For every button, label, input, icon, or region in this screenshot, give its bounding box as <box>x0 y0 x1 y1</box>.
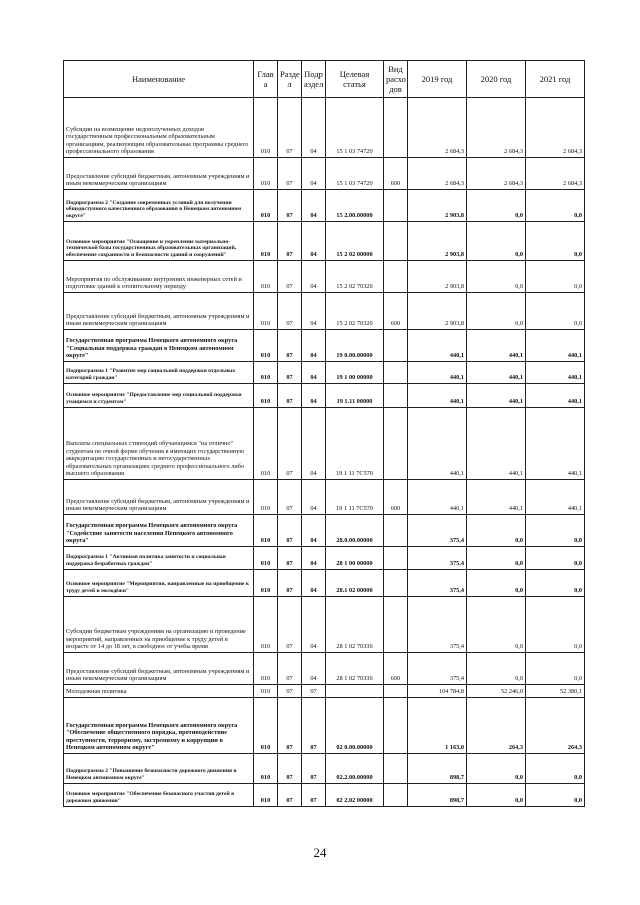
row-podrazdel: 04 <box>302 330 326 362</box>
row-2021: 0,0 <box>526 261 585 293</box>
row-2020: 0,0 <box>467 293 526 330</box>
row-target: 19 1 00 00000 <box>326 362 384 384</box>
row-name: Подпрограмма 2 "Повышение безопасности дорожного движения в Ненецком автономном округе" <box>64 754 254 784</box>
row-target: 02.2.00.00000 <box>326 754 384 784</box>
row-2019: 375,4 <box>408 597 467 653</box>
row-2021: 440,1 <box>526 408 585 480</box>
row-glava: 010 <box>254 685 278 698</box>
row-2021: 0,0 <box>526 570 585 597</box>
row-vid <box>384 515 408 547</box>
row-glava: 010 <box>254 653 278 685</box>
table-row <box>64 190 585 222</box>
row-vid: 600 <box>384 653 408 685</box>
table-row <box>64 362 585 384</box>
row-podrazdel: 04 <box>302 362 326 384</box>
table-body <box>64 98 585 807</box>
row-razdel: 07 <box>278 330 302 362</box>
row-2021: 0,0 <box>526 190 585 222</box>
row-2019: 440,1 <box>408 384 467 408</box>
row-glava: 010 <box>254 98 278 158</box>
table-row <box>64 547 585 570</box>
row-glava: 010 <box>254 384 278 408</box>
row-2020: 264,3 <box>467 698 526 754</box>
row-podrazdel: 04 <box>302 190 326 222</box>
row-2020: 0,0 <box>467 547 526 570</box>
row-podrazdel: 04 <box>302 222 326 261</box>
row-glava: 010 <box>254 754 278 784</box>
row-razdel: 07 <box>278 547 302 570</box>
row-razdel: 07 <box>278 158 302 190</box>
row-podrazdel: 04 <box>302 98 326 158</box>
row-2020: 2 684,3 <box>467 158 526 190</box>
row-razdel: 07 <box>278 293 302 330</box>
row-razdel: 07 <box>278 698 302 754</box>
row-glava: 010 <box>254 597 278 653</box>
row-vid <box>384 384 408 408</box>
row-2020: 0,0 <box>467 190 526 222</box>
row-razdel: 07 <box>278 190 302 222</box>
row-name: Государственная программа Ненецкого автономного округа "Социальная поддержка граждан в Ненецком автономном округе" <box>64 330 254 362</box>
table-row <box>64 653 585 685</box>
row-2021: 0,0 <box>526 222 585 261</box>
row-podrazdel: 04 <box>302 570 326 597</box>
row-2020: 440,1 <box>467 330 526 362</box>
header-year-2020: 2020 год <box>467 61 526 98</box>
table-row <box>64 384 585 408</box>
row-razdel: 07 <box>278 98 302 158</box>
row-podrazdel: 04 <box>302 261 326 293</box>
row-2020: 2 684,3 <box>467 98 526 158</box>
row-name: Предоставление субсидий бюджетным, автономным учреждениям и иным некоммерческим организациям <box>64 480 254 515</box>
row-name: Субсидии бюджетным учреждениям на организацию и проведение мероприятий, направленных на приобщение к труду детей в возрасте от 14 до 18 лет, в свободное от учебы время <box>64 597 254 653</box>
row-2021: 0,0 <box>526 515 585 547</box>
row-podrazdel: 04 <box>302 480 326 515</box>
table-row <box>64 754 585 784</box>
header-glava: Глав а <box>254 61 278 98</box>
row-2019: 1 163,0 <box>408 698 467 754</box>
row-2019: 2 903,8 <box>408 222 467 261</box>
header-expense-type: Вид расхо дов <box>384 61 408 98</box>
row-glava: 010 <box>254 547 278 570</box>
row-name: Выплаты специальных стипендий обучающимся "на отлично" студентам по очной форме обучения в имеющих государственную аккредитацию государственных и негосударственных образовательных организациях среднего профессионального либо высшего образования <box>64 408 254 480</box>
row-razdel: 07 <box>278 653 302 685</box>
table-header-row <box>64 61 585 98</box>
row-2020: 0,0 <box>467 261 526 293</box>
row-vid <box>384 547 408 570</box>
row-2019: 440,1 <box>408 362 467 384</box>
budget-table <box>63 60 585 807</box>
row-2021: 52 380,1 <box>526 685 585 698</box>
row-target: 02 0.00.00000 <box>326 698 384 754</box>
row-razdel: 07 <box>278 570 302 597</box>
row-2020: 0,0 <box>467 754 526 784</box>
row-target: 15 2 02 70320 <box>326 293 384 330</box>
row-target: 19 1 11 7С570 <box>326 480 384 515</box>
row-vid <box>384 597 408 653</box>
header-target-article: Целевая статья <box>326 61 384 98</box>
row-2019: 375,4 <box>408 653 467 685</box>
row-vid <box>384 261 408 293</box>
row-name: Субсидии на возмещение недополученных доходов государственным профессиональным образовательным организациям, реализующим образовательные программы среднего профессионального образования <box>64 98 254 158</box>
row-2021: 0,0 <box>526 653 585 685</box>
row-glava: 010 <box>254 784 278 807</box>
row-glava: 010 <box>254 570 278 597</box>
page-number: 24 <box>313 845 327 860</box>
row-razdel: 07 <box>278 754 302 784</box>
row-podrazdel: 07 <box>302 685 326 698</box>
row-2019: 104 784,8 <box>408 685 467 698</box>
row-glava: 010 <box>254 698 278 754</box>
row-name: Государственная программа Ненецкого автономного округа "Содействие занятости населения Ненецкого автономного округа" <box>64 515 254 547</box>
row-name: Основное мероприятие "Оснащение и укрепление материально-технической базы государственных образовательных организаций, обеспечение сохранности и безопасности зданий и сооружений" <box>64 222 254 261</box>
row-2019: 375,4 <box>408 570 467 597</box>
row-vid <box>384 98 408 158</box>
row-target: 15 1 03 74720 <box>326 158 384 190</box>
row-podrazdel: 04 <box>302 384 326 408</box>
row-name: Основное мероприятие "Обеспечение безопасного участия детей в дорожном движении" <box>64 784 254 807</box>
row-2020: 440,1 <box>467 362 526 384</box>
row-target: 15 2.00.00000 <box>326 190 384 222</box>
row-vid: 600 <box>384 158 408 190</box>
row-name: Основное мероприятие "Мероприятия, направленные на приобщение к труду детей и молодёжи" <box>64 570 254 597</box>
table-row <box>64 222 585 261</box>
row-glava: 010 <box>254 293 278 330</box>
row-target: 19 1.11 00000 <box>326 384 384 408</box>
table-row <box>64 480 585 515</box>
row-2021: 0,0 <box>526 597 585 653</box>
row-razdel: 07 <box>278 408 302 480</box>
row-podrazdel: 07 <box>302 754 326 784</box>
row-2019: 440,1 <box>408 480 467 515</box>
row-2020: 0,0 <box>467 597 526 653</box>
row-target: 19 0.00.00000 <box>326 330 384 362</box>
row-2021: 440,1 <box>526 330 585 362</box>
row-name: Предоставление субсидий бюджетным, автономным учреждениям и иным некоммерческим организациям <box>64 653 254 685</box>
row-vid <box>384 570 408 597</box>
row-razdel: 07 <box>278 685 302 698</box>
row-2019: 898,7 <box>408 784 467 807</box>
row-podrazdel: 04 <box>302 547 326 570</box>
row-glava: 010 <box>254 261 278 293</box>
row-2021: 2 684,3 <box>526 158 585 190</box>
row-target: 15 2 02 70320 <box>326 261 384 293</box>
row-target <box>326 685 384 698</box>
row-glava: 010 <box>254 190 278 222</box>
row-2019: 898,7 <box>408 754 467 784</box>
header-year-2021: 2021 год <box>526 61 585 98</box>
row-2019: 440,1 <box>408 408 467 480</box>
row-podrazdel: 07 <box>302 784 326 807</box>
row-vid <box>384 754 408 784</box>
row-vid <box>384 190 408 222</box>
table-row <box>64 515 585 547</box>
table-row <box>64 408 585 480</box>
row-name: Предоставление субсидий бюджетным, автономным учреждениям и иным некоммерческим организациям <box>64 293 254 330</box>
row-target: 15 2 02 00000 <box>326 222 384 261</box>
row-razdel: 07 <box>278 362 302 384</box>
row-vid <box>384 330 408 362</box>
row-2019: 2 903,8 <box>408 293 467 330</box>
row-podrazdel: 07 <box>302 698 326 754</box>
row-glava: 010 <box>254 158 278 190</box>
row-2021: 0,0 <box>526 784 585 807</box>
row-name: Молодежная политика <box>64 685 254 698</box>
row-vid <box>384 685 408 698</box>
row-podrazdel: 04 <box>302 158 326 190</box>
row-2021: 264,3 <box>526 698 585 754</box>
header-razdel: Разде л <box>278 61 302 98</box>
row-name: Основное мероприятие "Предоставление мер социальной поддержки учащимся и студентам" <box>64 384 254 408</box>
row-target: 28 1 02 70330 <box>326 597 384 653</box>
row-razdel: 07 <box>278 515 302 547</box>
row-glava: 010 <box>254 222 278 261</box>
row-target: 19 1 11 7С570 <box>326 408 384 480</box>
table-row <box>64 698 585 754</box>
table-row <box>64 784 585 807</box>
header-name: Наименование <box>64 61 254 98</box>
row-name: Предоставление субсидий бюджетным, автономным учреждениям и иным некоммерческим организациям <box>64 158 254 190</box>
row-2021: 0,0 <box>526 547 585 570</box>
row-podrazdel: 04 <box>302 515 326 547</box>
table-row <box>64 293 585 330</box>
budget-table-container <box>63 60 585 807</box>
row-vid <box>384 784 408 807</box>
row-2020: 0,0 <box>467 515 526 547</box>
row-2019: 2 903,8 <box>408 261 467 293</box>
row-glava: 010 <box>254 408 278 480</box>
row-razdel: 07 <box>278 222 302 261</box>
row-2021: 0,0 <box>526 293 585 330</box>
table-row <box>64 597 585 653</box>
row-vid: 600 <box>384 480 408 515</box>
row-vid: 600 <box>384 293 408 330</box>
row-name: Государственная программа Ненецкого автономного округа "Обеспечение общественного порядка, противодействие преступности, терроризму, экстремизму и коррупции в Ненецком автономном округе" <box>64 698 254 754</box>
row-vid <box>384 222 408 261</box>
table-row <box>64 570 585 597</box>
row-name: Подпрограмма 2 "Создание современных условий для получения общедоступного качественного образования в Ненецком автономном округе" <box>64 190 254 222</box>
row-target: 28 1 02 70330 <box>326 653 384 685</box>
row-target: 02 2.02 00000 <box>326 784 384 807</box>
row-2021: 2 684,3 <box>526 98 585 158</box>
table-row <box>64 330 585 362</box>
row-2019: 375,4 <box>408 515 467 547</box>
row-razdel: 07 <box>278 597 302 653</box>
row-2020: 0,0 <box>467 222 526 261</box>
table-row <box>64 158 585 190</box>
row-glava: 010 <box>254 515 278 547</box>
row-name: Мероприятия по обслуживанию внутренних инженерных сетей и подготовке зданий к отопительному периоду <box>64 261 254 293</box>
row-2020: 0,0 <box>467 570 526 597</box>
row-2021: 440,1 <box>526 362 585 384</box>
row-2019: 375,4 <box>408 547 467 570</box>
row-2019: 2 903,8 <box>408 190 467 222</box>
row-2021: 440,1 <box>526 384 585 408</box>
row-2020: 440,1 <box>467 384 526 408</box>
row-target: 15 1 03 74720 <box>326 98 384 158</box>
row-podrazdel: 04 <box>302 653 326 685</box>
row-2019: 440,1 <box>408 330 467 362</box>
row-2019: 2 684,3 <box>408 158 467 190</box>
row-2019: 2 684,3 <box>408 98 467 158</box>
row-name: Подпрограмма 1 "Активная политика занятости и социальная поддержка безработных граждан" <box>64 547 254 570</box>
row-razdel: 07 <box>278 480 302 515</box>
row-vid <box>384 408 408 480</box>
row-2020: 52 246,0 <box>467 685 526 698</box>
row-target: 28 1 00 00000 <box>326 547 384 570</box>
table-row <box>64 261 585 293</box>
row-2020: 440,1 <box>467 408 526 480</box>
row-glava: 010 <box>254 330 278 362</box>
table-row <box>64 98 585 158</box>
row-2020: 0,0 <box>467 653 526 685</box>
row-razdel: 07 <box>278 384 302 408</box>
header-year-2019: 2019 год <box>408 61 467 98</box>
row-vid <box>384 362 408 384</box>
header-podrazdel: Подр аздел <box>302 61 326 98</box>
row-target: 28.0.00.00000 <box>326 515 384 547</box>
row-target: 28.1 02 00000 <box>326 570 384 597</box>
row-2020: 440,1 <box>467 480 526 515</box>
row-razdel: 07 <box>278 784 302 807</box>
row-podrazdel: 04 <box>302 293 326 330</box>
row-glava: 010 <box>254 480 278 515</box>
row-2021: 0,0 <box>526 754 585 784</box>
row-glava: 010 <box>254 362 278 384</box>
row-name: Подпрограмма 1 "Развитие мер социальной поддержки отдельных категорий граждан" <box>64 362 254 384</box>
row-vid <box>384 698 408 754</box>
table-row <box>64 685 585 698</box>
row-podrazdel: 04 <box>302 408 326 480</box>
row-razdel: 07 <box>278 261 302 293</box>
row-2021: 440,1 <box>526 480 585 515</box>
row-podrazdel: 04 <box>302 597 326 653</box>
row-2020: 0,0 <box>467 784 526 807</box>
